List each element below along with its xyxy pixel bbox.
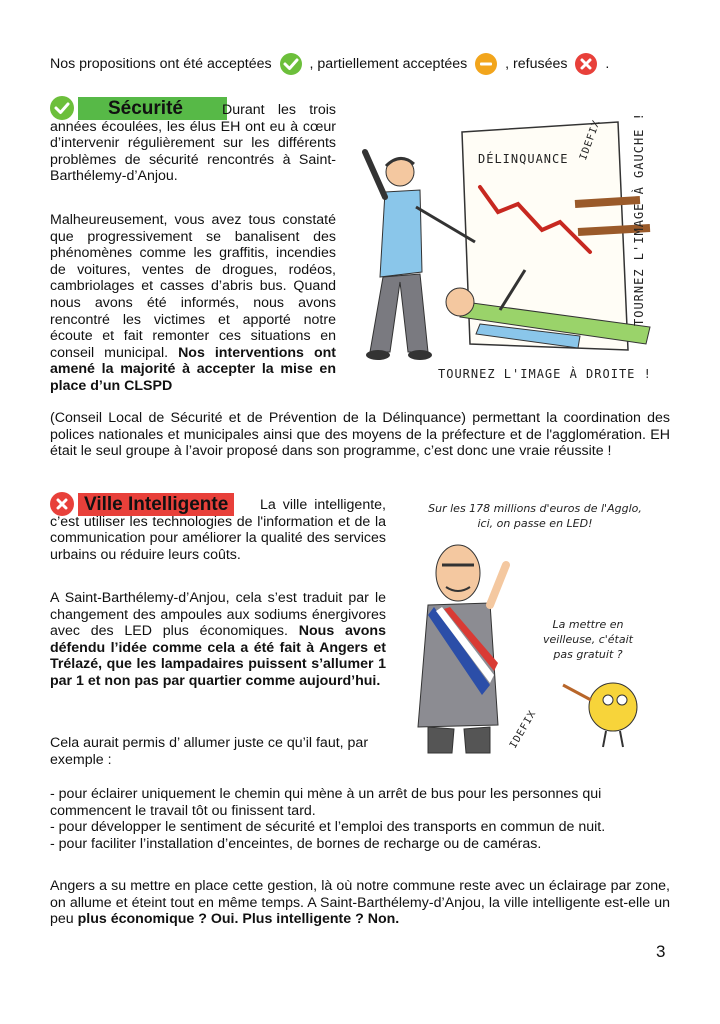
bullet-item: - pour développer le sentiment de sécurité et l’emploi des transports en commun de nuit. (50, 819, 606, 836)
partial-minus-icon (475, 53, 497, 75)
ville-bullets (50, 786, 670, 852)
ville-paragraph-3: Cela aurait permis d’ allumer juste ce qu’il faut, par exemple : (50, 735, 369, 768)
ville-paragraph-4: Angers a su mettre en place cette gestion, là où notre commune reste avec un éclairage par zone, on allume et éteint tout en même temps. A Saint-Barthélemy-d’Anjou, la ville intelligente est-elle un peu plus économique ? Oui. Plus intelligente ? Non. (50, 878, 670, 928)
cartoon-signature: IDEFIX (578, 118, 603, 162)
ville-bold: Nous avons défendu l’idée comme cela a été fait à Angers et Trélazé, que les lampadaires puissent s’allumer 1 par 1 et non pas par quartier comme aujourd’hui. (50, 623, 386, 689)
bottom-caption: TOURNEZ L'IMAGE À DROITE ! (438, 367, 652, 381)
ville-conclusion-bold: plus économique ? Oui. Plus intelligente ? Non. (77, 911, 400, 928)
accepted-check-icon (280, 53, 302, 75)
ville-lead: La ville intelligente, c’est utiliser les technologies de l'information et de la communication pour améliorer la qualité des services urbains ou réduire leurs coûts. (50, 497, 386, 563)
legend-refused: , refusées (505, 55, 568, 72)
legend-end: . (605, 55, 610, 72)
bullet-item: - pour éclairer uniquement le chemin qui mène à un arrêt de bus pour les personnes qui commencent le travail tôt ou finissent tard. (50, 786, 602, 819)
ville-title: Ville Intelligente (78, 493, 234, 516)
led-cartoon (398, 495, 670, 765)
securite-title: Sécurité (78, 97, 227, 120)
page-number: 3 (656, 942, 666, 961)
securite-lead: Durant les trois années écoulées, les élus EH ont eu à cœur d’intervenir régulièrement sur les différents problèmes de sécurité rencontrés à Saint-Barthélemy-d’Anjou. (50, 102, 336, 185)
side-caption: TOURNEZ L'IMAGE À GAUCHE ! (632, 112, 646, 326)
speech-bubble-mayor: Sur les 178 millions d'euros de l'Agglo, ici, on passe en LED! (428, 502, 642, 530)
securite-paragraph-2b: (Conseil Local de Sécurité et de Prévention de la Délinquance) permettant la coordination des polices nationales et municipales ainsi que des moyens de la préfecture et de l'agglomération. EH était le seul groupe à l’avoir proposé dans son programme, c’est donc une vraie réussite ! (50, 410, 670, 460)
ville-paragraph-2: A Saint-Barthélemy-d’Anjou, cela s’est traduit par le changement des ampoules aux sodiums énergivores avec des LED plus économiques. Nous avons défendu l’idée comme cela a été fait à Angers et Trélazé, que les lampadaires puissent s’allumer 1 par 1 et non pas par quartier comme aujourd’hui. (50, 590, 386, 689)
securite-bold: Nos interventions ont amené la majorité à accepter la mise en place d’un CLSPD (50, 344, 337, 394)
legend-line (50, 53, 670, 75)
bullet-item: - pour faciliter l’installation d’enceintes, de bornes de recharge ou de caméras. (50, 835, 542, 852)
securite-paragraph-2a: Malheureusement, vous avez tous constaté que progressivement se banalisent des phénomènes comme les graffitis, incendies de voitures, ventes de drogues, rodéos, cambriolages et casses d’abris bus. Quand nous avons été informés, nous avons rencontré les victimes et apporté notre écoute et fait remonter ces situations en conseil municipal. Nos interventions ont amené la majorité à accepter la mise en place d’un CLSPD (50, 212, 337, 394)
board-label: DÉLINQUANCE (478, 152, 569, 166)
legend-partial: , partiellement acceptées (309, 55, 468, 72)
cartoon-signature-2: IDEFIX (508, 708, 539, 751)
speech-bubble-bird: La mettre en veilleuse, c'était pas gratuit ? (543, 618, 633, 661)
legend-prefix: Nos propositions ont été acceptées (50, 55, 272, 72)
refused-cross-icon (575, 53, 597, 75)
delinquance-cartoon (350, 112, 670, 392)
